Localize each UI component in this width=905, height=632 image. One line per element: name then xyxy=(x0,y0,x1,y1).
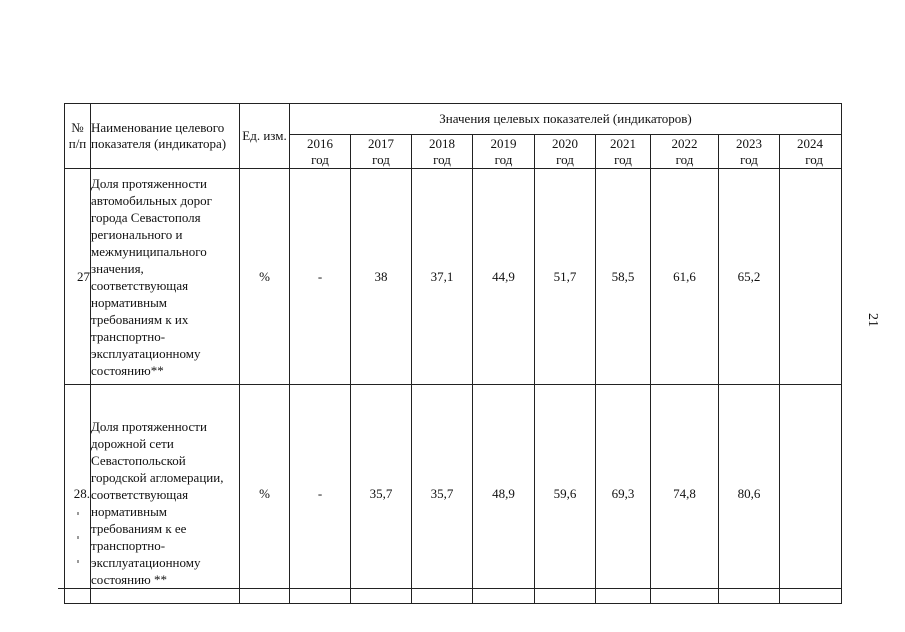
year-suffix: год xyxy=(675,151,694,167)
value-2019: 44,9 xyxy=(473,169,535,385)
header-year-2016 xyxy=(290,135,351,169)
row-number: 28. xyxy=(65,385,91,604)
header-year-2023 xyxy=(719,135,780,169)
header-year-2018 xyxy=(412,135,473,169)
value-2016: - xyxy=(290,385,351,604)
year-suffix: год xyxy=(614,151,632,167)
value-2021: 69,3 xyxy=(596,385,651,604)
scan-mark xyxy=(77,560,79,563)
year-label: 2019 xyxy=(490,135,517,151)
value-2018: 35,7 xyxy=(412,385,473,604)
table-row xyxy=(65,385,842,604)
row-number: 27 xyxy=(65,169,91,385)
header-name: Наименование целевого показателя (индикатора) xyxy=(91,104,240,169)
value-2023: 80,6 xyxy=(719,385,780,604)
year-label: 2020 xyxy=(552,135,578,151)
year-label: 2017 xyxy=(368,135,394,151)
year-suffix: год xyxy=(494,151,513,167)
year-label: 2021 xyxy=(610,135,636,151)
indicator-name: Доля протяженности автомобильных дорог города Севастополя регионального и межмуниципального значения, соответствующая нормативным требованиям к их транспортно-эксплуатационному состоянию** xyxy=(91,169,240,385)
year-suffix: год xyxy=(311,151,329,167)
indicator-name: Доля протяженности дорожной сети Севастопольской городской агломерации, соответствующая нормативным требованиям к ее транспортно-эксплуатационному состоянию ** xyxy=(91,385,240,604)
year-suffix: год xyxy=(433,151,451,167)
indicators-table xyxy=(64,103,842,604)
value-2017: 35,7 xyxy=(351,385,412,604)
header-year-2017 xyxy=(351,135,412,169)
year-label: 2022 xyxy=(671,135,698,151)
header-values-title: Значения целевых показателей (индикаторов) xyxy=(290,104,842,135)
year-suffix: год xyxy=(372,151,390,167)
header-year-2020 xyxy=(535,135,596,169)
table-header-row xyxy=(65,104,842,135)
year-label: 2016 xyxy=(307,135,333,151)
value-2020: 51,7 xyxy=(535,169,596,385)
header-year-2021 xyxy=(596,135,651,169)
value-2016: - xyxy=(290,169,351,385)
indicator-unit: % xyxy=(240,385,290,604)
year-suffix: год xyxy=(556,151,574,167)
value-2023: 65,2 xyxy=(719,169,780,385)
table-row xyxy=(65,169,842,385)
year-label: 2018 xyxy=(429,135,455,151)
value-2024 xyxy=(780,385,842,604)
header-year-2019 xyxy=(473,135,535,169)
year-label: 2023 xyxy=(736,135,762,151)
table-bottom-rule xyxy=(58,588,841,589)
header-year-2024 xyxy=(780,135,842,169)
value-2021: 58,5 xyxy=(596,169,651,385)
value-2019: 48,9 xyxy=(473,385,535,604)
header-num: № п/п xyxy=(65,104,91,169)
value-2022: 74,8 xyxy=(651,385,719,604)
header-unit: Ед. изм. xyxy=(240,104,290,169)
year-label: 2024 xyxy=(797,135,824,151)
value-2018: 37,1 xyxy=(412,169,473,385)
value-2022: 61,6 xyxy=(651,169,719,385)
value-2020: 59,6 xyxy=(535,385,596,604)
year-suffix: год xyxy=(805,151,824,167)
indicator-unit: % xyxy=(240,169,290,385)
scan-mark xyxy=(77,536,79,539)
page-number: 21 xyxy=(865,313,880,327)
header-year-2022 xyxy=(651,135,719,169)
value-2024 xyxy=(780,169,842,385)
value-2017: 38 xyxy=(351,169,412,385)
scan-mark xyxy=(77,512,79,515)
year-suffix: год xyxy=(740,151,758,167)
